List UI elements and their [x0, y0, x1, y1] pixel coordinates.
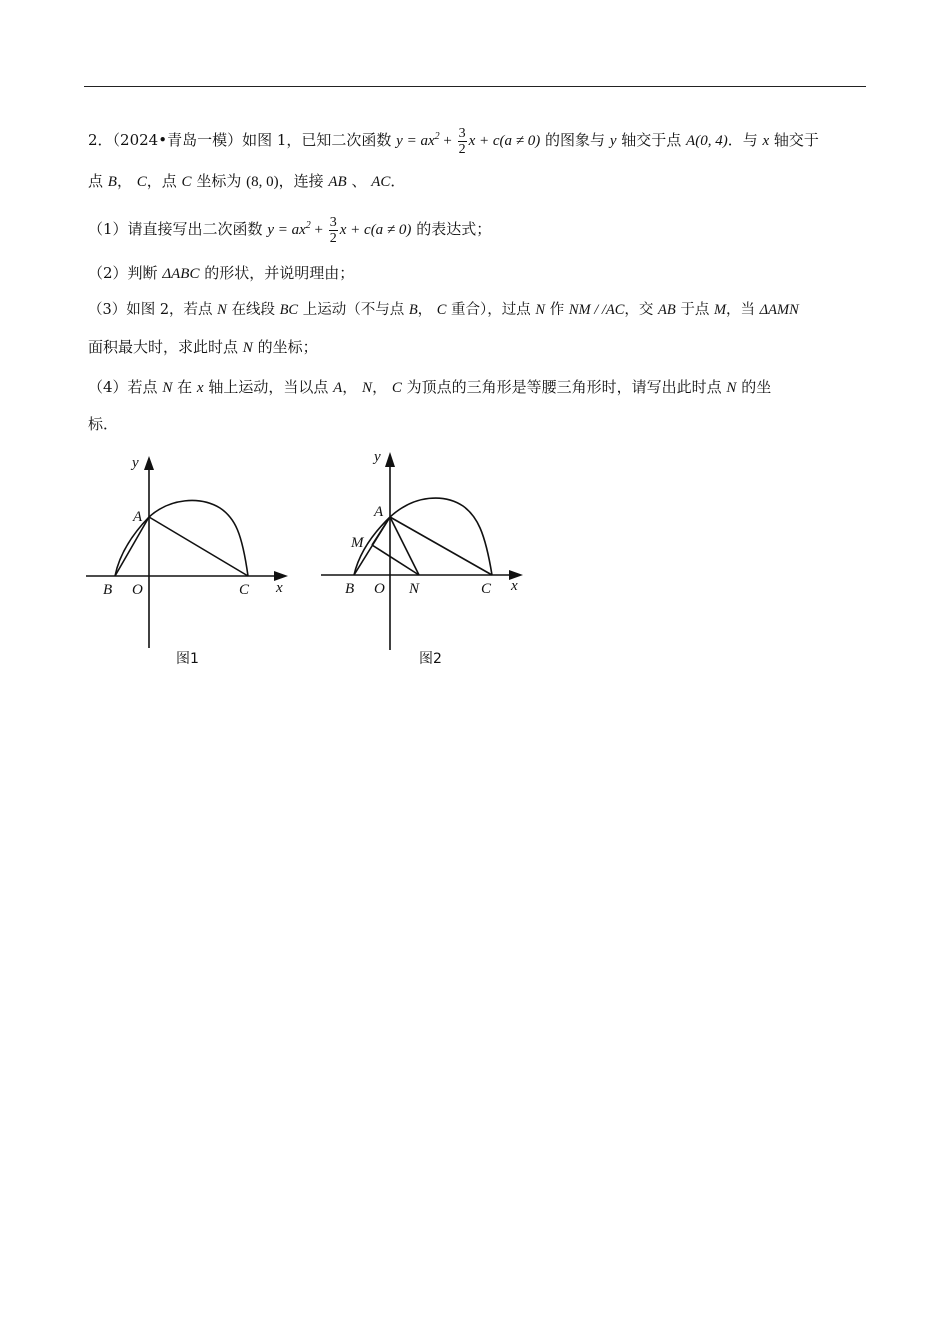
- parabola-right: [149, 501, 248, 576]
- label-C: C: [481, 581, 492, 597]
- question-4: （4）若点 N 在 x 轴上运动，当以点 A， N， C 为顶点的三角形是等腰三角形时，请写出此时点 N 的坐: [88, 378, 772, 396]
- label-y: y: [132, 455, 139, 471]
- question-4-line-2: 标．: [88, 415, 119, 433]
- y-axis-arrow: [144, 456, 154, 470]
- figure-2: [315, 444, 535, 654]
- label-B: B: [103, 582, 113, 598]
- question-1: （1）请直接写出二次函数 $y = ax^2$ + $\frac{3}{2}$ x + c(a ≠ 0) 的表达式；: [88, 215, 492, 247]
- label-O: O: [132, 582, 143, 598]
- segment-AB: [115, 517, 149, 576]
- function-expression: $y = ax^2$ + $\frac{3}{2}$ x + c(a ≠ 0): [396, 126, 541, 158]
- segment-AC: [149, 517, 248, 576]
- point-A-coord: A(0, 4): [686, 133, 728, 149]
- figure-1-caption: 图1: [176, 651, 199, 667]
- label-x: x: [276, 580, 283, 596]
- segment-AM: [372, 517, 390, 545]
- question-2: （2）判断 ΔABC 的形状，并说明理由；: [88, 264, 355, 282]
- label-M: M: [351, 535, 364, 551]
- y-axis-arrow: [385, 452, 395, 467]
- label-y: y: [374, 449, 381, 465]
- label-C: C: [239, 582, 250, 598]
- label-A: A: [133, 509, 143, 525]
- question-3: （3）如图 2，若点 N 在线段 BC 上运动（不与点 B， C 重合），过点 N 作 NM / /AC，交 AB 于点 M，当 ΔAMN: [88, 302, 799, 318]
- label-A: A: [374, 504, 384, 520]
- header-rule: [84, 86, 866, 87]
- problem-line-1: 2．（2024•青岛一模）如图 1，已知二次函数 $y = ax^2$ + $\frac{3}{2}$ x + c(a ≠ 0) 的图象与 y 轴交于点 A(0, 4)．与 x 轴交于: [88, 126, 819, 158]
- figure-1: [80, 448, 300, 654]
- point-C-coord: (8, 0): [246, 174, 279, 190]
- figure-2-caption: 图2: [419, 651, 442, 667]
- problem-line-2: 点 B， C，点 C 坐标为 (8, 0)，连接 AB 、 AC．: [88, 172, 406, 190]
- problem-source: （2024•青岛一模）: [112, 131, 243, 149]
- question-3-line-2: 面积最大时，求此时点 N 的坐标；: [88, 338, 318, 356]
- fraction-three-halves: $\frac{3}{2}$: [458, 126, 466, 158]
- label-x: x: [511, 578, 518, 594]
- parabola-right: [390, 498, 492, 575]
- label-N: N: [409, 581, 420, 597]
- label-B: B: [345, 581, 355, 597]
- problem-number: 2．: [88, 131, 113, 149]
- label-O: O: [374, 581, 385, 597]
